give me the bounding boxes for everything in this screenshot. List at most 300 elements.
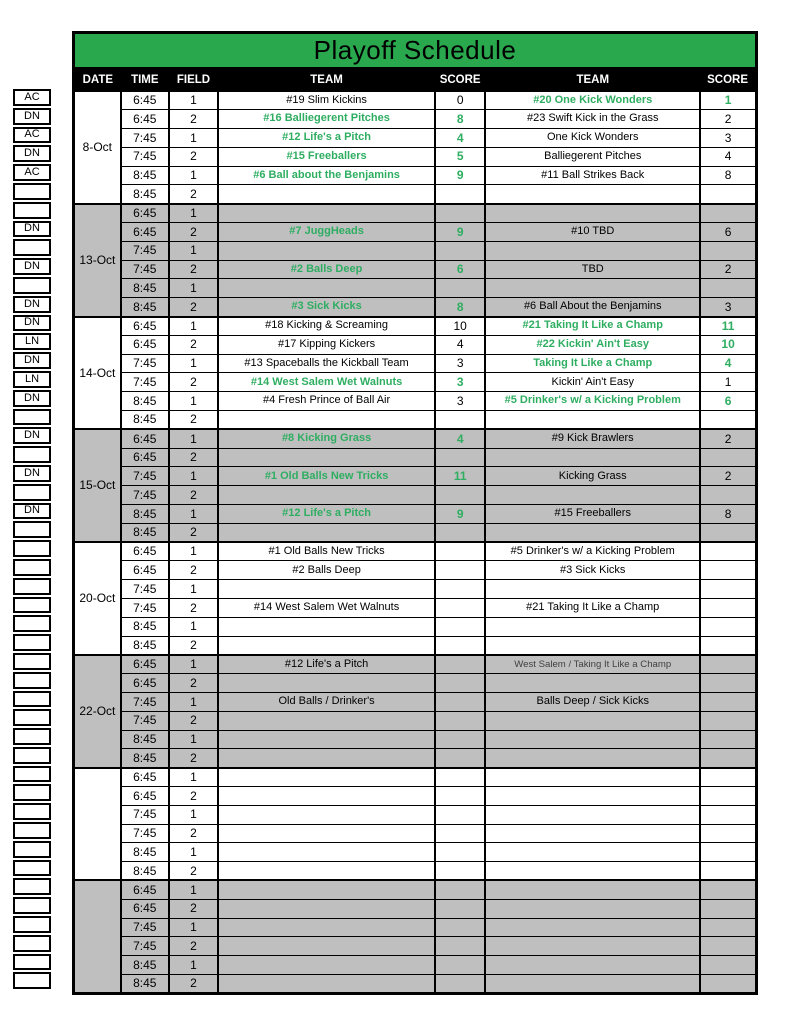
team1-cell xyxy=(218,749,435,768)
score1-cell xyxy=(435,448,485,467)
table-row xyxy=(74,561,757,580)
result-tag-box xyxy=(13,954,51,971)
result-tag-box xyxy=(13,484,51,501)
result-tag-box xyxy=(13,728,51,745)
score1-cell xyxy=(435,786,485,805)
team1-cell xyxy=(218,185,435,204)
score1-cell xyxy=(435,824,485,843)
time-cell: 6:45 xyxy=(121,317,169,336)
result-tag-box xyxy=(13,409,51,426)
team2-cell: #9 Kick Brawlers xyxy=(485,429,700,448)
score1-cell xyxy=(435,674,485,693)
score1-cell xyxy=(435,655,485,674)
score1-cell: 9 xyxy=(435,166,485,185)
field-cell: 2 xyxy=(169,411,218,430)
time-cell: 7:45 xyxy=(121,147,169,166)
score1-cell xyxy=(435,805,485,824)
team2-cell: #15 Freeballers xyxy=(485,505,700,524)
team2-cell xyxy=(485,730,700,749)
team2-cell: Balliegerent Pitches xyxy=(485,147,700,166)
team2-cell xyxy=(485,956,700,975)
result-tag-box xyxy=(13,183,51,200)
team1-cell: #12 Life's a Pitch xyxy=(218,655,435,674)
field-cell: 1 xyxy=(169,204,218,223)
team1-cell xyxy=(218,918,435,937)
team2-cell: #10 TBD xyxy=(485,223,700,242)
team2-cell: #21 Taking It Like a Champ xyxy=(485,599,700,618)
score1-cell xyxy=(435,279,485,298)
team1-cell: #2 Balls Deep xyxy=(218,260,435,279)
score2-cell xyxy=(700,542,756,561)
field-cell: 1 xyxy=(169,429,218,448)
table-row xyxy=(74,899,757,918)
field-cell: 1 xyxy=(169,805,218,824)
field-cell: 1 xyxy=(169,505,218,524)
result-tag-box xyxy=(13,878,51,895)
col-header-score1: SCORE xyxy=(435,69,485,92)
team2-cell xyxy=(485,768,700,787)
table-row xyxy=(74,956,757,975)
result-tag-box: DN xyxy=(13,145,51,162)
time-cell: 8:45 xyxy=(121,617,169,636)
time-cell: 6:45 xyxy=(121,561,169,580)
field-cell: 1 xyxy=(169,542,218,561)
score1-cell: 4 xyxy=(435,335,485,354)
result-tag-box: DN xyxy=(13,427,51,444)
table-row xyxy=(74,429,757,448)
field-cell: 1 xyxy=(169,279,218,298)
field-cell: 2 xyxy=(169,786,218,805)
team1-cell xyxy=(218,279,435,298)
score2-cell xyxy=(700,899,756,918)
result-tag-box xyxy=(13,709,51,726)
score2-cell xyxy=(700,749,756,768)
field-cell: 1 xyxy=(169,241,218,260)
time-cell: 8:45 xyxy=(121,298,169,317)
field-cell: 1 xyxy=(169,467,218,486)
time-cell: 7:45 xyxy=(121,599,169,618)
team1-cell: Old Balls / Drinker's xyxy=(218,693,435,712)
time-cell: 8:45 xyxy=(121,279,169,298)
score1-cell xyxy=(435,768,485,787)
team2-cell xyxy=(485,448,700,467)
result-tag-box: LN xyxy=(13,333,51,350)
date-cell: 20-Oct xyxy=(74,542,121,655)
date-group xyxy=(74,317,757,430)
table-row xyxy=(74,91,757,110)
field-cell: 2 xyxy=(169,899,218,918)
field-cell: 2 xyxy=(169,599,218,618)
field-cell: 2 xyxy=(169,373,218,392)
score1-cell xyxy=(435,937,485,956)
field-cell: 1 xyxy=(169,91,218,110)
table-row xyxy=(74,129,757,148)
date-group xyxy=(74,204,757,317)
table-row xyxy=(74,411,757,430)
score2-cell xyxy=(700,561,756,580)
table-row xyxy=(74,317,757,336)
result-tag-box: AC xyxy=(13,127,51,144)
result-tag-box: AC xyxy=(13,164,51,181)
team1-cell xyxy=(218,937,435,956)
team1-cell xyxy=(218,956,435,975)
score2-cell: 1 xyxy=(700,373,756,392)
time-cell: 6:45 xyxy=(121,448,169,467)
team2-cell: #5 Drinker's w/ a Kicking Problem xyxy=(485,392,700,411)
score1-cell xyxy=(435,899,485,918)
field-cell: 1 xyxy=(169,317,218,336)
time-cell: 7:45 xyxy=(121,937,169,956)
time-cell: 7:45 xyxy=(121,824,169,843)
score2-cell: 8 xyxy=(700,505,756,524)
team2-cell: #3 Sick Kicks xyxy=(485,561,700,580)
team1-cell xyxy=(218,768,435,787)
team2-cell xyxy=(485,918,700,937)
score2-cell xyxy=(700,768,756,787)
team1-cell xyxy=(218,241,435,260)
team2-cell xyxy=(485,279,700,298)
time-cell: 6:45 xyxy=(121,429,169,448)
score2-cell xyxy=(700,636,756,655)
team2-cell: One Kick Wonders xyxy=(485,129,700,148)
score2-cell: 3 xyxy=(700,298,756,317)
team2-cell: #21 Taking It Like a Champ xyxy=(485,317,700,336)
score2-cell xyxy=(700,880,756,899)
score1-cell: 4 xyxy=(435,429,485,448)
table-row xyxy=(74,223,757,242)
time-cell: 7:45 xyxy=(121,260,169,279)
team1-cell: #8 Kicking Grass xyxy=(218,429,435,448)
score1-cell: 4 xyxy=(435,129,485,148)
result-tag-box xyxy=(13,972,51,989)
time-cell: 7:45 xyxy=(121,354,169,373)
time-cell: 8:45 xyxy=(121,523,169,542)
score1-cell xyxy=(435,711,485,730)
score1-cell xyxy=(435,580,485,599)
date-group xyxy=(74,768,757,881)
field-cell: 2 xyxy=(169,711,218,730)
team1-cell: #16 Balliegerent Pitches xyxy=(218,110,435,129)
score2-cell: 2 xyxy=(700,260,756,279)
team2-cell xyxy=(485,862,700,881)
date-cell: 15-Oct xyxy=(74,429,121,542)
result-tag-box xyxy=(13,784,51,801)
team1-cell xyxy=(218,786,435,805)
result-tag-box xyxy=(13,822,51,839)
table-row xyxy=(74,693,757,712)
result-tag-box: DN xyxy=(13,465,51,482)
field-cell: 1 xyxy=(169,617,218,636)
result-tag-box xyxy=(13,747,51,764)
score2-cell: 2 xyxy=(700,467,756,486)
team2-cell: West Salem / Taking It Like a Champ xyxy=(485,655,700,674)
score1-cell xyxy=(435,486,485,505)
team2-cell xyxy=(485,204,700,223)
table-row xyxy=(74,486,757,505)
score2-cell xyxy=(700,599,756,618)
team2-cell xyxy=(485,241,700,260)
team2-cell: Balls Deep / Sick Kicks xyxy=(485,693,700,712)
table-row xyxy=(74,824,757,843)
score1-cell: 6 xyxy=(435,260,485,279)
result-tag-box xyxy=(13,202,51,219)
team2-cell: #11 Ball Strikes Back xyxy=(485,166,700,185)
team1-cell: #14 West Salem Wet Walnuts xyxy=(218,373,435,392)
result-tag-box xyxy=(13,935,51,952)
score1-cell xyxy=(435,241,485,260)
time-cell: 7:45 xyxy=(121,580,169,599)
score2-cell: 2 xyxy=(700,110,756,129)
table-row xyxy=(74,974,757,993)
team2-cell: #23 Swift Kick in the Grass xyxy=(485,110,700,129)
score1-cell xyxy=(435,523,485,542)
team2-cell: Kickin' Ain't Easy xyxy=(485,373,700,392)
table-row xyxy=(74,147,757,166)
table-row xyxy=(74,354,757,373)
time-cell: 7:45 xyxy=(121,129,169,148)
result-tag-box: LN xyxy=(13,371,51,388)
team2-cell xyxy=(485,974,700,993)
score2-cell xyxy=(700,824,756,843)
score1-cell xyxy=(435,974,485,993)
result-tag-box xyxy=(13,277,51,294)
table-row xyxy=(74,505,757,524)
score1-cell: 9 xyxy=(435,505,485,524)
team1-cell xyxy=(218,580,435,599)
table-row xyxy=(74,580,757,599)
time-cell: 7:45 xyxy=(121,373,169,392)
score1-cell xyxy=(435,561,485,580)
field-cell: 2 xyxy=(169,674,218,693)
field-cell: 2 xyxy=(169,110,218,129)
time-cell: 8:45 xyxy=(121,185,169,204)
result-tag-box: DN xyxy=(13,390,51,407)
table-row xyxy=(74,937,757,956)
date-cell xyxy=(74,880,121,993)
time-cell: 6:45 xyxy=(121,223,169,242)
field-cell: 1 xyxy=(169,354,218,373)
time-cell: 8:45 xyxy=(121,749,169,768)
table-row xyxy=(74,636,757,655)
team1-cell xyxy=(218,899,435,918)
score1-cell xyxy=(435,599,485,618)
field-cell: 2 xyxy=(169,335,218,354)
field-cell: 2 xyxy=(169,223,218,242)
team1-cell: #1 Old Balls New Tricks xyxy=(218,542,435,561)
field-cell: 2 xyxy=(169,260,218,279)
field-cell: 2 xyxy=(169,974,218,993)
table-row xyxy=(74,918,757,937)
team2-cell xyxy=(485,824,700,843)
team1-cell: #4 Fresh Prince of Ball Air xyxy=(218,392,435,411)
score1-cell xyxy=(435,204,485,223)
table-row xyxy=(74,110,757,129)
team1-cell xyxy=(218,523,435,542)
time-cell: 8:45 xyxy=(121,862,169,881)
table-row xyxy=(74,185,757,204)
score1-cell: 9 xyxy=(435,223,485,242)
team1-cell xyxy=(218,486,435,505)
field-cell: 2 xyxy=(169,937,218,956)
schedule-panel xyxy=(72,31,758,995)
field-cell: 1 xyxy=(169,693,218,712)
score2-cell: 4 xyxy=(700,147,756,166)
time-cell: 7:45 xyxy=(121,805,169,824)
field-cell: 2 xyxy=(169,185,218,204)
table-row xyxy=(74,335,757,354)
result-tag-box: DN xyxy=(13,315,51,332)
date-cell: 13-Oct xyxy=(74,204,121,317)
result-tag-box: DN xyxy=(13,352,51,369)
result-tag-box xyxy=(13,766,51,783)
date-group xyxy=(74,655,757,768)
score1-cell xyxy=(435,749,485,768)
team2-cell: Taking It Like a Champ xyxy=(485,354,700,373)
result-tag-box xyxy=(13,653,51,670)
date-cell: 14-Oct xyxy=(74,317,121,430)
time-cell: 7:45 xyxy=(121,918,169,937)
score2-cell: 3 xyxy=(700,129,756,148)
field-cell: 1 xyxy=(169,768,218,787)
time-cell: 7:45 xyxy=(121,693,169,712)
table-row xyxy=(74,298,757,317)
score1-cell: 8 xyxy=(435,110,485,129)
score2-cell xyxy=(700,974,756,993)
score1-cell xyxy=(435,411,485,430)
time-cell: 6:45 xyxy=(121,110,169,129)
result-tag-box xyxy=(13,446,51,463)
score2-cell xyxy=(700,185,756,204)
table-row xyxy=(74,617,757,636)
date-cell: 22-Oct xyxy=(74,655,121,768)
table-row xyxy=(74,749,757,768)
time-cell: 6:45 xyxy=(121,899,169,918)
field-cell: 2 xyxy=(169,523,218,542)
score1-cell xyxy=(435,862,485,881)
score2-cell: 8 xyxy=(700,166,756,185)
team1-cell xyxy=(218,862,435,881)
table-row xyxy=(74,805,757,824)
score1-cell xyxy=(435,880,485,899)
team2-cell xyxy=(485,185,700,204)
table-row xyxy=(74,373,757,392)
result-tag-box: DN xyxy=(13,503,51,520)
field-cell: 1 xyxy=(169,843,218,862)
field-cell: 1 xyxy=(169,880,218,899)
team2-cell: #6 Ball About the Benjamins xyxy=(485,298,700,317)
score1-cell xyxy=(435,843,485,862)
team2-cell xyxy=(485,899,700,918)
field-cell: 2 xyxy=(169,824,218,843)
score2-cell xyxy=(700,411,756,430)
score2-cell xyxy=(700,843,756,862)
time-cell: 6:45 xyxy=(121,204,169,223)
score2-cell: 4 xyxy=(700,354,756,373)
time-cell: 6:45 xyxy=(121,542,169,561)
score1-cell: 8 xyxy=(435,298,485,317)
team1-cell: #17 Kipping Kickers xyxy=(218,335,435,354)
score1-cell xyxy=(435,693,485,712)
score2-cell xyxy=(700,862,756,881)
team1-cell xyxy=(218,711,435,730)
field-cell: 1 xyxy=(169,918,218,937)
score1-cell: 0 xyxy=(435,91,485,110)
field-cell: 1 xyxy=(169,129,218,148)
team1-cell: #1 Old Balls New Tricks xyxy=(218,467,435,486)
score2-cell xyxy=(700,693,756,712)
col-header-score2: SCORE xyxy=(700,69,756,92)
time-cell: 8:45 xyxy=(121,636,169,655)
result-tag-box xyxy=(13,672,51,689)
field-cell: 2 xyxy=(169,636,218,655)
team2-cell xyxy=(485,674,700,693)
team1-cell xyxy=(218,974,435,993)
score2-cell xyxy=(700,486,756,505)
time-cell: 6:45 xyxy=(121,768,169,787)
result-tag-box xyxy=(13,597,51,614)
result-tag-box xyxy=(13,841,51,858)
table-row xyxy=(74,711,757,730)
col-header-date: DATE xyxy=(74,69,121,92)
team1-cell xyxy=(218,824,435,843)
table-row xyxy=(74,204,757,223)
time-cell: 6:45 xyxy=(121,335,169,354)
score2-cell: 6 xyxy=(700,223,756,242)
team2-cell xyxy=(485,636,700,655)
table-row xyxy=(74,392,757,411)
table-row xyxy=(74,166,757,185)
table-row xyxy=(74,467,757,486)
team2-cell: #22 Kickin' Ain't Easy xyxy=(485,335,700,354)
date-group xyxy=(74,91,757,204)
result-tag-box xyxy=(13,897,51,914)
table-row xyxy=(74,241,757,260)
table-row xyxy=(74,599,757,618)
score2-cell: 10 xyxy=(700,335,756,354)
date-group xyxy=(74,542,757,655)
col-header-team1: TEAM xyxy=(218,69,435,92)
time-cell: 6:45 xyxy=(121,655,169,674)
time-cell: 6:45 xyxy=(121,880,169,899)
field-cell: 2 xyxy=(169,749,218,768)
score1-cell: 3 xyxy=(435,373,485,392)
page-title: Playoff Schedule xyxy=(72,31,758,67)
result-tag-box xyxy=(13,239,51,256)
team2-cell: #5 Drinker's w/ a Kicking Problem xyxy=(485,542,700,561)
table-row xyxy=(74,862,757,881)
result-tag-column xyxy=(13,89,51,991)
team1-cell: #14 West Salem Wet Walnuts xyxy=(218,599,435,618)
score2-cell: 1 xyxy=(700,91,756,110)
result-tag-box xyxy=(13,521,51,538)
score2-cell xyxy=(700,805,756,824)
score2-cell: 11 xyxy=(700,317,756,336)
score2-cell xyxy=(700,711,756,730)
team2-cell: TBD xyxy=(485,260,700,279)
time-cell: 8:45 xyxy=(121,956,169,975)
score2-cell xyxy=(700,956,756,975)
score2-cell xyxy=(700,674,756,693)
team2-cell xyxy=(485,880,700,899)
team1-cell: #3 Sick Kicks xyxy=(218,298,435,317)
result-tag-box xyxy=(13,691,51,708)
result-tag-box: DN xyxy=(13,296,51,313)
score2-cell xyxy=(700,730,756,749)
team1-cell xyxy=(218,843,435,862)
time-cell: 8:45 xyxy=(121,974,169,993)
team1-cell: #15 Freeballers xyxy=(218,147,435,166)
team1-cell xyxy=(218,411,435,430)
